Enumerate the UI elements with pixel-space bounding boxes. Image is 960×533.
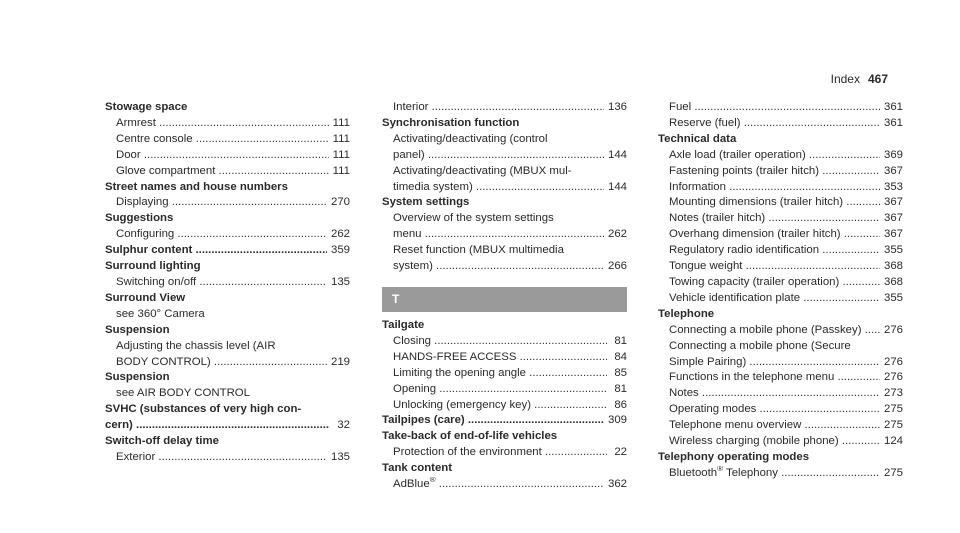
page-number: 467 [867,72,888,86]
index-entry[interactable]: Operating modes ..... 275 [658,402,903,418]
index-entry[interactable]: HANDS-FREE ACCESS ..... 84 [382,350,627,366]
index-entry[interactable]: Tongue weight ..... 368 [658,259,903,275]
index-entry[interactable]: Notes (trailer hitch) ..... 367 [658,211,903,227]
index-entry[interactable]: Door ..... 111 [105,148,350,164]
entry-heading: Telephony operating modes [658,450,810,463]
index-entry[interactable]: Configuring ..... 262 [105,227,350,243]
index-entry[interactable]: Bluetooth® Telephony ..... 275 [658,466,903,482]
index-entry[interactable]: Centre console ..... 111 [105,132,350,148]
entry-heading: Suspension [105,371,170,384]
index-entry[interactable]: Opening ..... 81 [382,382,627,398]
entry-text: Overview of the system settings [393,212,554,225]
entry-heading: Take-back of end-of-life vehicles [382,430,558,443]
entry-text: Connecting a mobile phone (Secure [669,339,851,352]
index-entry[interactable]: Fastening points (trailer hitch) ..... 367 [658,164,903,180]
index-entry[interactable]: Axle load (trailer operation) ..... 369 [658,148,903,164]
index-entry[interactable]: Exterior ..... 135 [105,450,350,466]
entry-heading: Surround View [105,291,186,304]
registered-mark: ® [429,477,436,485]
index-entry-heading[interactable]: cern) ..... 32 [105,418,350,434]
registered-mark: ® [717,465,724,474]
entry-text: Activating/deactivating (control [393,132,548,145]
index-entry[interactable]: Wireless charging (mobile phone) ..... 124 [658,434,903,450]
index-entry[interactable]: Connecting a mobile phone (Passkey) ..... 276 [658,323,903,339]
index-entry[interactable]: Closing ..... 81 [382,334,627,350]
index-entry[interactable]: Mounting dimensions (trailer hitch) ..... 367 [658,195,903,211]
index-entry[interactable]: system) ..... 266 [382,259,627,275]
index-entry[interactable]: panel) ..... 144 [382,148,627,164]
index-entry-heading[interactable]: Sulphur content ..... 359 [105,243,350,259]
index-entry[interactable]: Functions in the telephone menu ..... 276 [658,370,903,386]
index-entry[interactable]: Interior ..... 136 [382,100,627,116]
entry-heading: Telephone [658,307,715,320]
entry-heading: Suspension [105,323,170,336]
index-entry[interactable]: Reserve (fuel) ..... 361 [658,116,903,132]
index-entry[interactable]: Fuel ..... 361 [658,100,903,116]
page-header [831,72,888,86]
index-entry[interactable]: Regulatory radio identification ..... 355 [658,243,903,259]
index-entry[interactable]: Telephone menu overview ..... 275 [658,418,903,434]
index-entry[interactable]: menu ..... 262 [382,227,627,243]
index-entry[interactable]: timedia system) ..... 144 [382,180,627,196]
entry-heading: Tailgate [382,318,425,331]
see-reference[interactable]: see AIR BODY CONTROL [116,387,250,400]
index-entry[interactable]: Simple Pairing) ..... 276 [658,355,903,371]
entry-text: Adjusting the chassis level (AIR [116,339,276,352]
index-entry-heading[interactable]: Tailpipes (care) ..... 309 [382,413,627,429]
entry-text: Activating/deactivating (MBUX mul- [393,164,572,177]
index-entry[interactable]: Unlocking (emergency key) ..... 86 [382,398,627,414]
entry-heading: Suggestions [105,212,174,225]
index-entry[interactable]: Notes ..... 273 [658,386,903,402]
entry-heading: Technical data [658,132,737,145]
index-entry[interactable]: Glove compartment ..... 111 [105,164,350,180]
section-letter-bar: T [382,287,627,312]
index-column-1 [105,100,350,466]
index-entry[interactable]: Information ..... 353 [658,180,903,196]
see-reference[interactable]: see 360° Camera [116,307,205,320]
entry-heading: System settings [382,196,470,209]
entry-text: Reset function (MBUX multimedia [393,244,564,257]
entry-heading: Switch-off delay time [105,435,219,448]
entry-heading: SVHC (substances of very high con- [105,403,302,416]
entry-heading: Synchronisation function [382,116,520,129]
index-entry[interactable]: Switching on/off ..... 135 [105,275,350,291]
index-entry[interactable]: BODY CONTROL) ..... 219 [105,355,350,371]
index-entry[interactable]: Overhang dimension (trailer hitch) ..... 367 [658,227,903,243]
entry-heading: Street names and house numbers [105,180,288,193]
entry-heading: Tank content [382,462,453,475]
index-entry[interactable]: AdBlue® ..... 362 [382,477,627,493]
header-label: Index [830,72,860,86]
index-entry[interactable]: Protection of the environment ..... 22 [382,445,627,461]
index-column-3 [658,100,903,482]
index-entry[interactable]: Vehicle identification plate ..... 355 [658,291,903,307]
index-entry[interactable]: Displaying ..... 270 [105,195,350,211]
index-entry[interactable]: Armrest ..... 111 [105,116,350,132]
index-entry[interactable]: Towing capacity (trailer operation) ..... 368 [658,275,903,291]
index-entry[interactable]: Limiting the opening angle ..... 85 [382,366,627,382]
entry-heading: Surround lighting [105,260,201,273]
entry-heading: Stowage space [105,101,188,113]
index-column-2 [382,100,627,493]
